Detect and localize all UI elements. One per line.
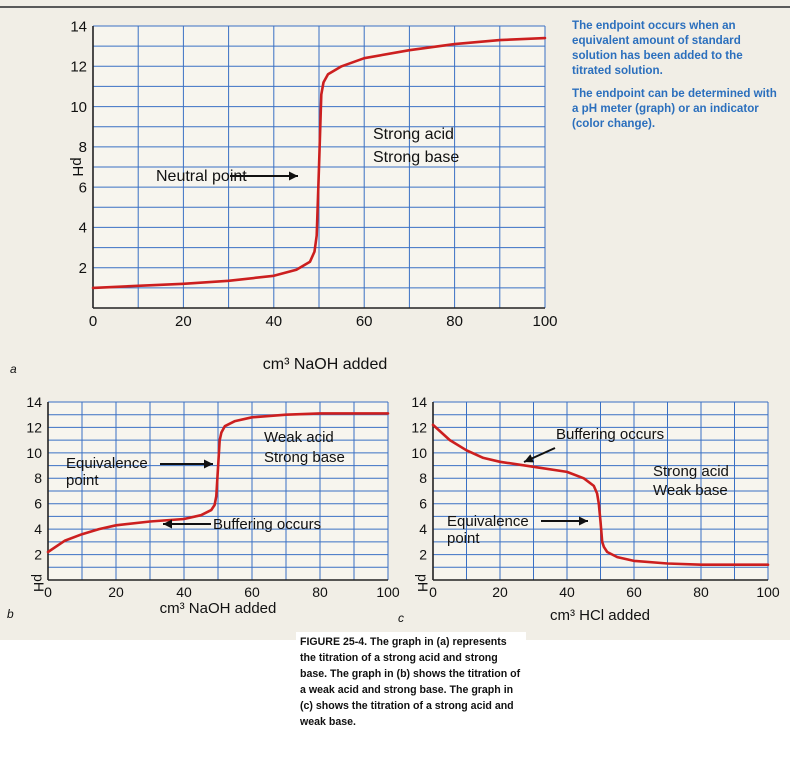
x-axis-label: cm³ NaOH added [262,356,388,373]
y-tick-label: 8 [34,470,42,487]
annotation-label: Strong base [373,149,460,166]
y-tick-label: 12 [70,58,87,76]
x-tick-label: 0 [44,584,52,600]
x-tick-label: 60 [626,584,642,600]
y-tick-label: 8 [419,470,427,487]
annotation-label: Equivalence [66,455,148,472]
y-tick-label: 14 [70,18,87,36]
y-tick-label: 4 [78,219,87,237]
x-tick-label: 40 [176,584,192,600]
x-tick-label: 20 [108,584,124,600]
side-note [572,18,784,139]
y-axis-label: pH [31,574,47,592]
y-tick-label: 2 [419,546,427,563]
y-tick-label: 12 [411,419,427,436]
annotation-label: Equivalence [447,513,529,530]
annotation-label: point [66,472,99,489]
y-tick-label: 2 [78,259,87,277]
x-tick-label: 100 [756,584,780,600]
y-tick-label: 6 [34,495,42,512]
panel-label: a [10,362,17,376]
x-tick-label: 0 [429,584,437,600]
x-axis-label: cm³ NaOH added [159,600,277,617]
annotation-label: Weak acid [264,429,334,446]
y-tick-label: 12 [26,419,42,436]
x-tick-label: 20 [492,584,508,600]
annotation-label: Buffering occurs [556,426,665,443]
y-axis-label: pH [415,574,431,592]
annotation-label: Weak base [653,482,728,499]
x-axis-label: cm³ HCl added [549,607,651,624]
annotation-label: Strong acid [373,126,454,143]
x-tick-label: 40 [559,584,575,600]
y-tick-label: 8 [78,139,87,157]
x-tick-label: 40 [265,313,283,330]
y-tick-label: 6 [78,179,87,197]
x-tick-label: 100 [532,313,558,330]
y-axis-label: pH [69,157,86,177]
chart-panel-c [398,394,780,625]
annotation-label: Neutral point [156,168,247,185]
annotation-label: Buffering occurs [213,516,322,533]
side-note-determination: The endpoint can be determined with a pH meter (graph) or an indicator (color change). [572,87,777,130]
y-tick-label: 10 [411,444,427,461]
annotation-label: point [447,530,480,547]
x-tick-label: 100 [376,584,400,600]
x-tick-label: 60 [355,313,373,330]
x-tick-label: 60 [244,584,260,600]
figure-caption: FIGURE 25-4. The graph in (a) represents the titration of a strong acid and strong base. The graph in (b) shows the titration of a weak acid and strong base. The graph in (c) shows the titration of a strong acid and weak base. [296,632,526,732]
y-tick-label: 2 [34,546,42,563]
side-note-endpoint: The endpoint occurs when an equivalent amount of standard solution has been added to the titrated solution. [572,19,743,77]
annotation-label: Strong acid [653,463,729,480]
y-tick-label: 14 [26,393,42,410]
y-tick-label: 4 [419,521,427,538]
panel-label: b [7,607,14,621]
x-tick-label: 0 [88,313,98,330]
panel-label: c [398,611,404,625]
y-tick-label: 4 [34,521,42,538]
y-tick-label: 10 [26,444,42,461]
y-tick-label: 10 [70,98,87,116]
annotation-label: Strong base [264,449,345,466]
x-tick-label: 80 [446,313,463,330]
x-tick-label: 80 [693,584,709,600]
y-tick-label: 6 [419,495,427,512]
x-tick-label: 80 [312,584,328,600]
chart-panel-a [10,18,558,376]
y-tick-label: 14 [411,393,427,410]
x-tick-label: 20 [175,313,192,330]
chart-panel-b [7,394,400,621]
